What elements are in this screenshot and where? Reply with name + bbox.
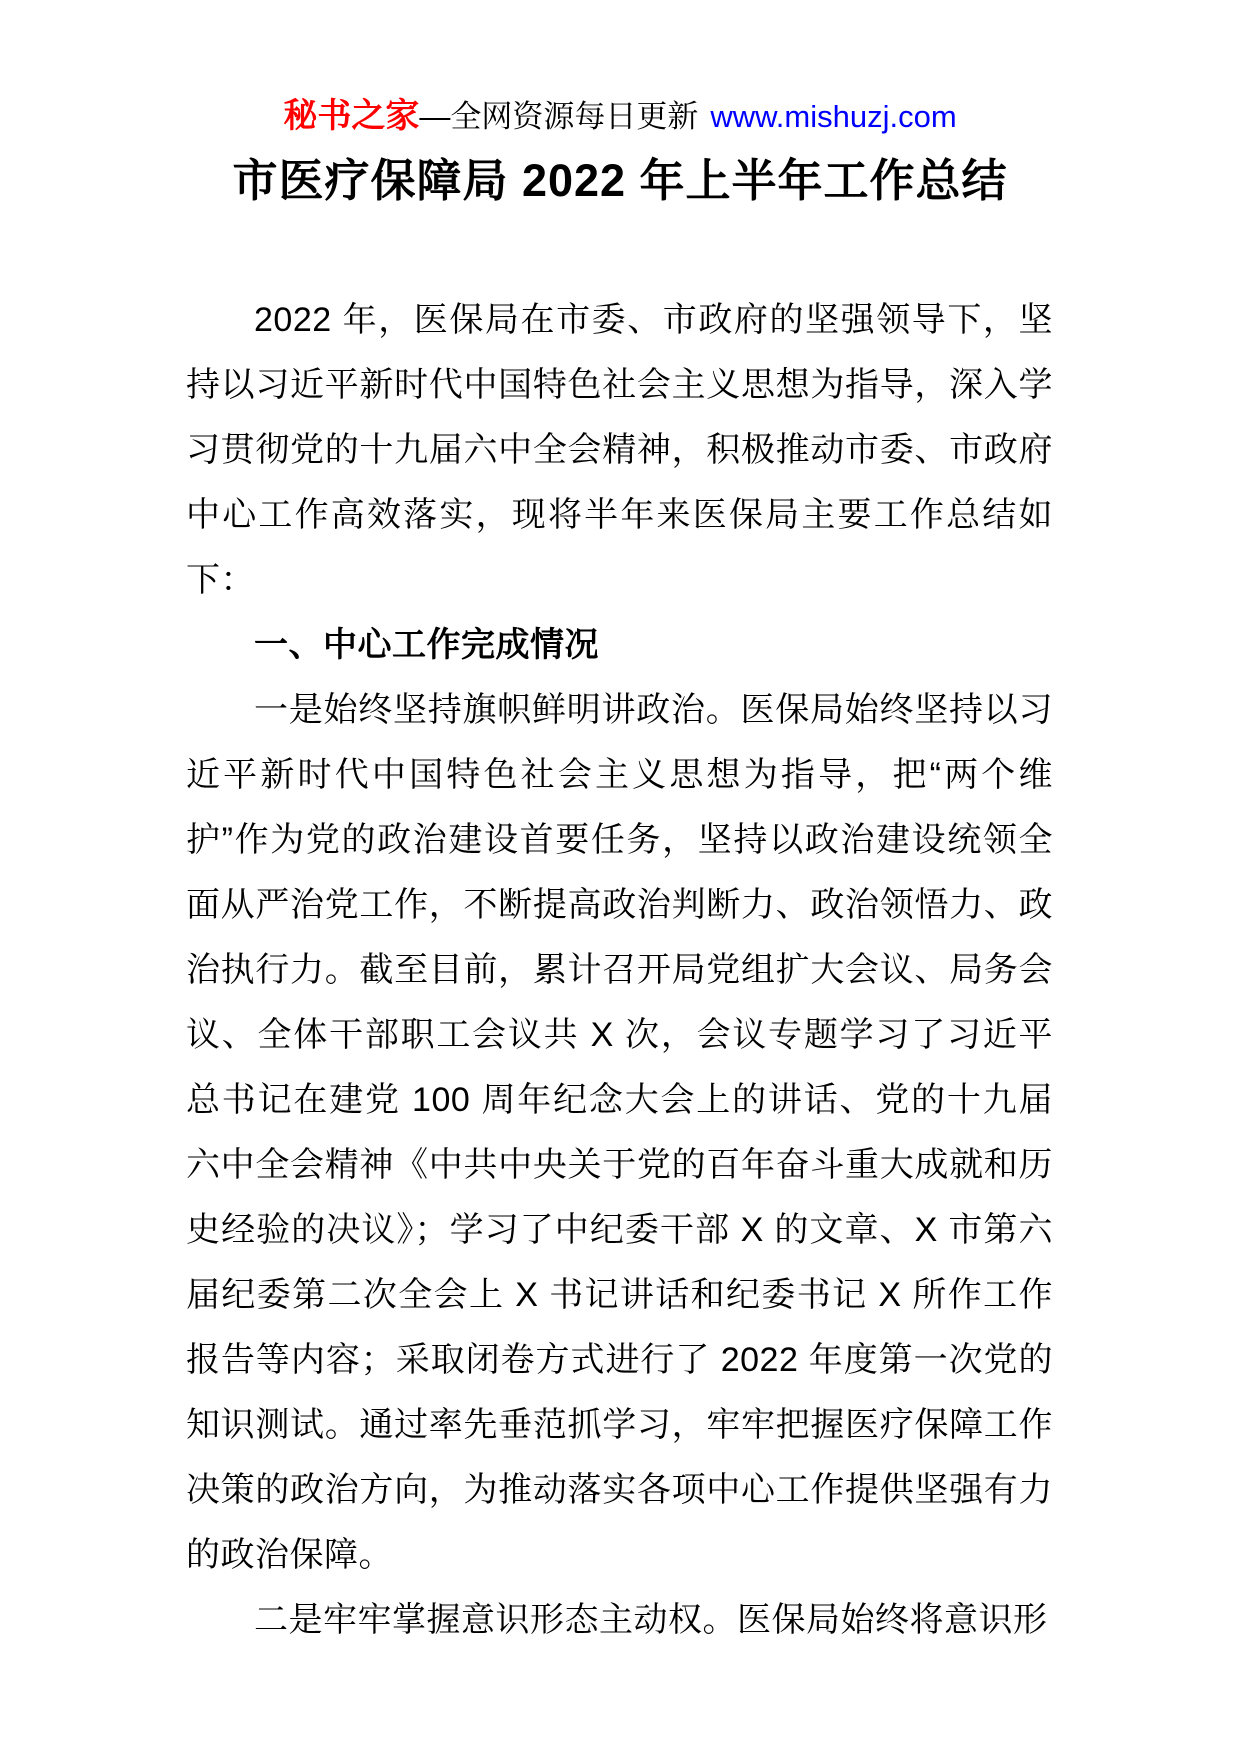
intro-paragraph: 2022 年，医保局在市委、市政府的坚强领导下，坚持以习近平新时代中国特色社会主义思想为指导，深入学习贯彻党的十九届六中全会精神，积极推动市委、市政府中心工作高效落实，现将半年来医保局主要工作总结如下： bbox=[186, 301, 1053, 599]
header-dash: — bbox=[419, 99, 451, 134]
site-tagline-label: 全网资源每日更新 bbox=[450, 99, 699, 134]
site-header bbox=[0, 94, 1240, 139]
site-brand-label: 秘书之家 bbox=[283, 97, 420, 135]
section-1-point-1-paragraph: 一是始终坚持旗帜鲜明讲政治。医保局始终坚持以习近平新时代中国特色社会主义思想为指导，把“两个维护”作为党的政治建设首要任务，坚持以政治建设统领全面从严治党工作，不断提高政治判断力、政治领悟力、政治执行力。截至目前，累计召开局党组扩大会议、局务会议、全体干部职工会议共 X 次，会议专题学习了习近平总书记在建党 100 周年纪念大会上的讲话、党的十九届六中全会精神《中共中央关于党的百年奋斗重大成就和历史经验的决议》；学习了中纪委干部 X 的文章、X 市第六届纪委第二次全会上 X 书记讲话和纪委书记 X 所作工作报告等内容；采取闭卷方式进行了 2022 年度第一次党的知识测试。通过率先垂范抓学习，牢牢把握医疗保障工作决策的政治方向，为推动落实各项中心工作提供坚强有力的政治保障。 bbox=[186, 691, 1053, 1574]
section-1-heading: 一、中心工作完成情况 bbox=[254, 626, 599, 664]
document-body bbox=[186, 288, 1053, 1653]
section-1-point-2-paragraph: 二是牢牢掌握意识形态主动权。医保局始终将意识形 bbox=[254, 1601, 1048, 1639]
document-title: 市医疗保障局 2022 年上半年工作总结 bbox=[232, 155, 1008, 206]
site-url-text: www.mishuzj.com bbox=[710, 99, 957, 134]
